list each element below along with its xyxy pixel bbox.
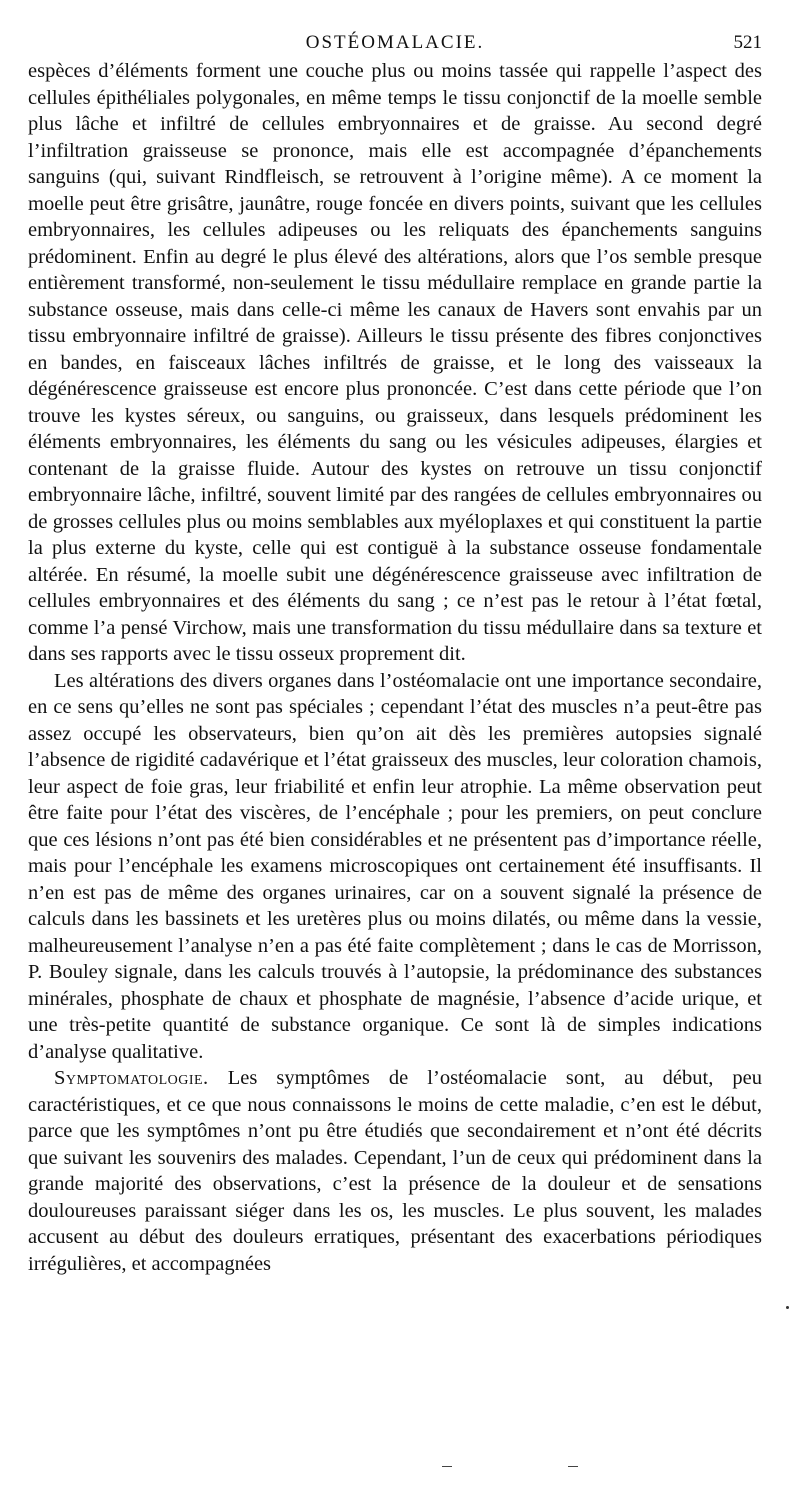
paragraph-3 — [28, 1065, 762, 1277]
paragraph-3-text: Les symptômes de l’ostéomalacie sont, au début, peu caractéristiques, et ce que nous connaissons le moins de cette maladie, c’en est le début, parce que les symptômes n’ont pu être étudiés que secondairement et n’ont été décrits que suivant les souvenirs des malades. Cependant, l’un de ceux qui prédominent dans la grande majorité des observations, c’est la présence de la douleur et de sensations douloureuses paraissant siéger dans les os, les muscles. Le plus souvent, les malades accusent au début des douleurs erratiques, présentant des exacerbations périodiques irrégulières, et accompagnées — [28, 1067, 763, 1275]
page — [28, 30, 762, 1277]
margin-dot — [786, 1306, 789, 1309]
paragraph-1: espèces d’éléments forment une couche plus ou moins tassée qui rappelle l’aspect des cellules épithéliales polygonales, en même temps le tissu conjonctif de la moelle semble plus lâche et infiltré de cellules embryonnaires et de graisse. Au second degré l’infiltration graisseuse se prononce, mais elle est accompagnée d’épanchements sanguins (qui, suivant Rindfleisch, se retrouvent à l’origine même). A ce moment la moelle peut être grisâtre, jaunâtre, rouge foncée en divers points, suivant que les cellules embryonnaires, les cellules adipeuses ou les reliquats des épanchements sanguins prédominent. Enfin au degré le plus élevé des altérations, alors que l’os semble presque entièrement transformé, non-seulement le tissu médullaire remplace en grande partie la substance osseuse, mais dans celle-ci même les canaux de Havers sont envahis par un tissu embryonnaire infiltré de graisse). Ailleurs le tissu présente des fibres conjonctives en bandes, en faisceaux lâches infiltrés de graisse, et le long des vaisseaux la dégénérescence graisseuse est encore plus prononcée. C’est dans cette période que l’on trouve les kystes séreux, ou sanguins, ou graisseux, dans lesquels prédominent les éléments embryonnaires, les éléments du sang ou les vésicules adipeuses, élargies et contenant de la graisse fluide. Autour des kystes on retrouve un tissu conjonctif embryonnaire lâche, infiltré, souvent limité par des rangées de cellules embryonnaires ou de grosses cellules plus ou moins semblables aux myéloplaxes et qui constituent la partie la plus externe du kyste, celle qui est contiguë à la substance osseuse fondamentale altérée. En résumé, la moelle subit une dégénérescence graisseuse avec infiltration de cellules embryonnaires et des éléments du sang ; ce n’est pas le retour à l’état fœtal, comme l’a pensé Virchow, mais une transformation du tissu médullaire dans sa texture et dans ses rapports avec le tissu osseux proprement dit. — [28, 60, 762, 665]
body-text — [28, 58, 762, 1277]
section-heading: Symptomatologie. — [54, 1067, 209, 1089]
footer-dash-right — [568, 1466, 578, 1467]
footer-dash-left — [442, 1466, 452, 1467]
paragraph-2: Les altérations des divers organes dans l’ostéomalacie ont une importance secondaire, en ce sens qu’elles ne sont pas spéciales ; cependant l’état des muscles n’a peut-être pas assez occupé les observateurs, bien qu’on ait dès les premières autopsies signalé l’absence de rigidité cadavérique et l’état graisseux des muscles, leur coloration chamois, leur aspect de foie gras, leur friabilité et enfin leur atrophie. La même observation peut être faite pour l’état des viscères, de l’encéphale ; pour les premiers, on peut conclure que ces lésions n’ont pas été bien considérables et ne présentent pas d’importance réelle, mais pour l’encéphale les examens microscopiques ont certainement été insuffisants. Il n’en est pas de même des organes urinaires, car on a souvent signalé la présence de calculs dans les bassinets et les uretères plus ou moins dilatés, ou même dans la vessie, malheureusement l’analyse n’en a pas été faite complètement ; dans le cas de Morrisson, P. Bouley signale, dans les calculs trouvés à l’autopsie, la prédominance des substances minérales, phosphate de chaux et phosphate de magnésie, l’absence d’acide urique, et une très-petite quantité de substance organique. Ce sont là de simples indications d’analyse qualitative. — [28, 669, 762, 1063]
running-title: OSTÉOMALACIE. — [305, 32, 485, 53]
page-number: 521 — [733, 32, 762, 53]
footer-marks — [0, 1466, 800, 1476]
running-header — [28, 30, 762, 58]
